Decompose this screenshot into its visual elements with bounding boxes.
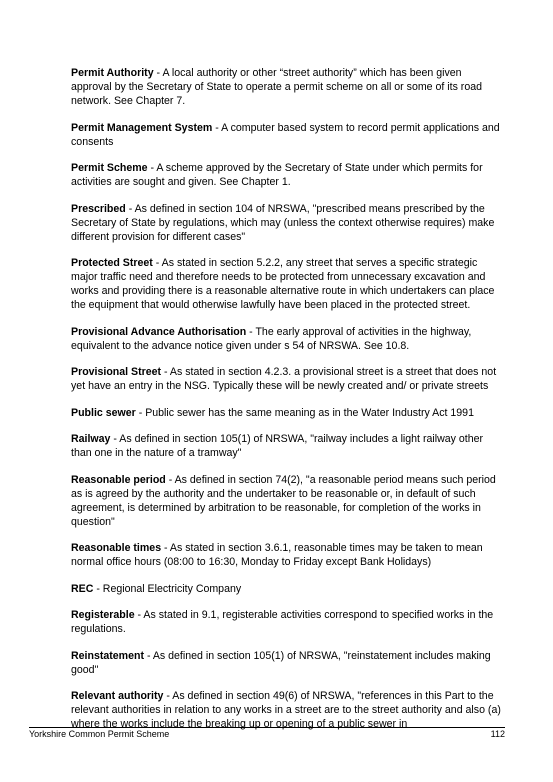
glossary-list xyxy=(71,66,503,744)
glossary-entry xyxy=(71,473,503,529)
glossary-definition: - As defined in section 104 of NRSWA, "prescribed means prescribed by the Secretary of State by regulations, which may (unless the context otherwise requires) make different provision for different cases" xyxy=(71,202,495,243)
glossary-term: Registerable xyxy=(71,609,135,621)
page-footer xyxy=(29,727,505,740)
glossary-term: Prescribed xyxy=(71,202,126,215)
glossary-definition: - As defined in section 74(2), "a reasonable period means such period as is agreed by the authority and the undertaker to be reasonable or, in default of such agreement, is determined by arbitration to be reasonable, for completion of the works in question" xyxy=(71,473,496,528)
glossary-term: Reasonable times xyxy=(71,542,162,554)
glossary-entry xyxy=(71,365,503,393)
glossary-term: Protected Street xyxy=(71,257,153,269)
glossary-term: Reasonable period xyxy=(71,473,166,486)
glossary-definition: - A local authority or other “street authority” which has been given approval by the Secretary of State to operate a permit scheme on all or some of its road network. See Chapter 7. xyxy=(71,67,483,107)
glossary-entry xyxy=(71,541,503,569)
footer-title: Yorkshire Common Permit Scheme xyxy=(29,729,170,739)
glossary-entry xyxy=(71,406,503,420)
glossary-entry xyxy=(71,325,503,353)
glossary-definition: - A computer based system to record permit applications and consents xyxy=(71,121,500,148)
glossary-definition: - As stated in section 4.2.3. a provisional street is a street that does not yet have an entry in the NSG. Typically these will be newly created and/ or private streets xyxy=(71,366,497,392)
glossary-definition: - As defined in section 49(6) of NRSWA, "references in this Part to the relevant authorities in relation to any works in a street are to the street authority and also (a) where the works include the breaking up or opening of a public sewer in xyxy=(71,690,501,730)
glossary-entry xyxy=(71,608,503,636)
glossary-term: Permit Authority xyxy=(71,67,154,79)
glossary-entry xyxy=(71,582,503,596)
glossary-term: Permit Scheme xyxy=(71,162,148,174)
glossary-entry xyxy=(71,161,503,189)
glossary-entry xyxy=(71,66,503,108)
glossary-definition: - As defined in section 105(1) of NRSWA, "railway includes a light railway other than one in the nature of a tramway" xyxy=(71,433,484,459)
glossary-definition: - As defined in section 105(1) of NRSWA, "reinstatement includes making good" xyxy=(71,649,491,676)
glossary-entry xyxy=(71,649,503,677)
glossary-entry xyxy=(71,432,503,460)
glossary-definition: - A scheme approved by the Secretary of State under which permits for activities are sought and given. See Chapter 1. xyxy=(71,162,483,188)
glossary-definition: - As stated in section 3.6.1, reasonable times may be taken to mean normal office hours (08:00 to 16:30, Monday to Friday except Bank Holidays) xyxy=(71,542,483,568)
glossary-definition: - Regional Electricity Company xyxy=(93,582,242,595)
glossary-entry xyxy=(71,689,503,731)
page-number: 112 xyxy=(490,729,505,739)
glossary-term: Provisional Street xyxy=(71,366,162,378)
glossary-definition: - Public sewer has the same meaning as in the Water Industry Act 1991 xyxy=(135,406,474,419)
glossary-entry xyxy=(71,202,503,244)
glossary-term: Permit Management System xyxy=(71,121,213,134)
glossary-term: Reinstatement xyxy=(71,649,144,662)
glossary-term: Provisional Advance Authorisation xyxy=(71,325,247,338)
glossary-term: REC xyxy=(71,582,94,595)
glossary-definition: - The early approval of activities in the highway, equivalent to the advance notice given under s 54 of NRSWA. See 10.8. xyxy=(71,325,472,352)
glossary-definition: - As stated in 9.1, registerable activities correspond to specified works in the regulations. xyxy=(71,609,494,635)
glossary-entry xyxy=(71,121,503,149)
glossary-term: Public sewer xyxy=(71,406,136,419)
glossary-entry xyxy=(71,256,503,312)
glossary-term: Relevant authority xyxy=(71,690,164,702)
glossary-definition: - As stated in section 5.2.2, any street that serves a specific strategic major traffic need and therefore needs to be protected from unnecessary excavation and works and providing there is a reasonable alternative route in which undertakers can place the equipment that would otherwise lawfully have been placed in the protected street. xyxy=(71,257,495,311)
glossary-term: Railway xyxy=(71,433,111,445)
